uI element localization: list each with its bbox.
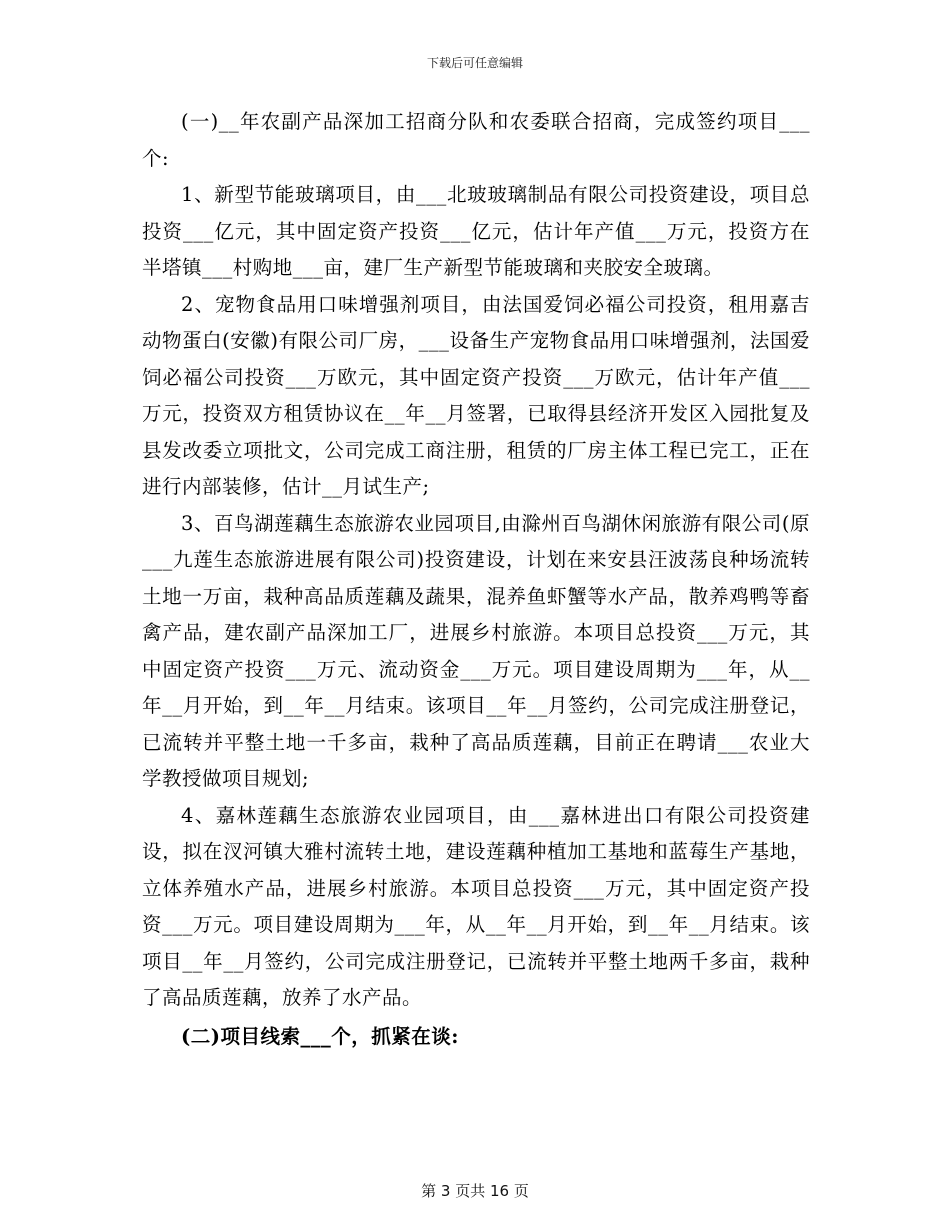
- paragraph-item-2: 2、宠物食品用口味增强剂项目，由法国爱饲必福公司投资，租用嘉吉动物蛋白(安徽)有限公司厂房，___设备生产宠物食品用口味增强剂，法国爱饲必福公司投资___万欧元，其中固定资产投资___万欧元，估计年产值___万元，投资双方租赁协议在__年__月签署，已取得县经济开发区入园批复及县发改委立项批文，公司完成工商注册，租赁的厂房主体工程已完工，正在进行内部装修，估计__月试生产;: [142, 292, 810, 498]
- section-two-heading: (二)项目线索___个，抓紧在谈:: [181, 1024, 459, 1048]
- header-note: 下载后可任意编辑: [426, 56, 523, 70]
- page-number: 第 3 页共 16 页: [421, 1182, 529, 1200]
- document-body: [142, 104, 810, 1055]
- paragraph-item-4: 4、嘉林莲藕生态旅游农业园项目，由___嘉林进出口有限公司投资建设，拟在汊河镇大雅村流转土地，建设莲藕种植加工基地和蓝莓生产基地，立体养殖水产品，进展乡村旅游。本项目总投资___万元，其中固定资产投资___万元。项目建设周期为___年，从__年__月开始，到__年__月结束。该项目__年__月签约，公司完成注册登记，已流转并平整土地两千多亩，栽种了高品质莲藕，放养了水产品。: [142, 803, 810, 1009]
- paragraph-item-1: 1、新型节能玻璃项目，由___北玻玻璃制品有限公司投资建设，项目总投资___亿元，其中固定资产投资___亿元，估计年产值___万元，投资方在半塔镇___村购地___亩，建厂生产新型节能玻璃和夹胶安全玻璃。: [142, 183, 810, 279]
- paragraph-item-3: 3、百鸟湖莲藕生态旅游农业园项目,由滁州百鸟湖休闲旅游有限公司(原___九莲生态旅游进展有限公司)投资建设，计划在来安县汪波荡良种场流转土地一万亩，栽种高品质莲藕及蔬果，混养鱼虾蟹等水产品，散养鸡鸭等畜禽产品，建农副产品深加工厂，进展乡村旅游。本项目总投资___万元，其中固定资产投资___万元、流动资金___万元。项目建设周期为___年，从__年__月开始，到__年__月结束。该项目__年__月签约，公司完成注册登记，已流转并平整土地一千多亩，栽种了高品质莲藕，目前正在聘请___农业大学教授做项目规划;: [142, 511, 810, 790]
- paragraph-section-one-intro: (一)__年农副产品深加工招商分队和农委联合招商，完成签约项目___个:: [142, 110, 810, 170]
